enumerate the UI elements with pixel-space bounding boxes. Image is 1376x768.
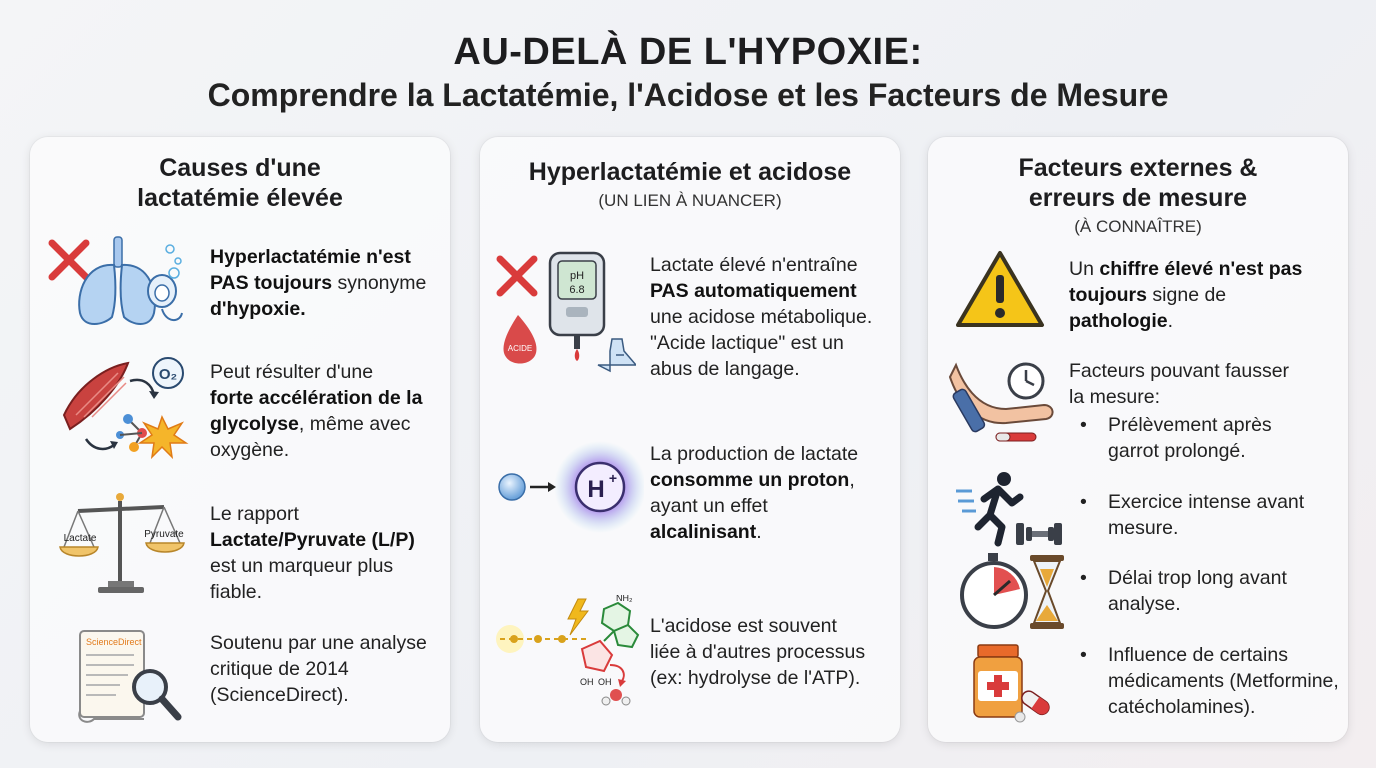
factors-intro: Facteurs pouvant fausser la mesure: bbox=[1069, 360, 1290, 408]
proton-plus-label: + bbox=[608, 470, 618, 486]
factor-bullet-3: • Délai trop long avant analyse. bbox=[1080, 567, 1287, 615]
panel-causes bbox=[30, 137, 450, 742]
proton-icon bbox=[494, 437, 644, 537]
panel-acidose bbox=[480, 137, 900, 742]
meter-value-label: 6.8 bbox=[569, 284, 585, 296]
cause-2-text-block: Peut résulter d'une forte accélération de la glycolyse, même avec oxygène. bbox=[210, 361, 423, 461]
panel-title-line2: erreurs de mesure bbox=[1028, 184, 1248, 212]
oh2-label: OH bbox=[598, 677, 612, 687]
panel-note: (À CONNAÎTRE) bbox=[1074, 217, 1202, 236]
cause-4-text: Soutenu par une analyse critique de 2014 (ScienceDirect). bbox=[210, 632, 427, 706]
balance-scale-icon bbox=[58, 489, 186, 595]
acid-1-text: Lactate élevé n'entraîne PAS automatiquement une acidose métabolique. "Acide lactique" est un abus de langage. bbox=[650, 254, 873, 380]
proton-h-label: H bbox=[587, 476, 605, 503]
panel-facteurs bbox=[928, 137, 1348, 742]
ph-meter-icon bbox=[494, 249, 636, 379]
document-magnifier-icon bbox=[72, 625, 184, 729]
meter-ph-label: pH bbox=[569, 270, 585, 282]
page-subtitle: Comprendre la Lactatémie, l'Acidose et les Facteurs de Mesure bbox=[207, 77, 1169, 113]
cause-3-text: Le rapport Lactate/Pyruvate (L/P) est un marqueur plus fiable. bbox=[210, 503, 415, 603]
tourniquet-arm-icon bbox=[948, 361, 1060, 447]
doc-label: ScienceDirect bbox=[86, 637, 142, 647]
warning-icon bbox=[954, 249, 1046, 331]
atp-molecule-icon bbox=[492, 595, 642, 707]
nh2-label: NH₂ bbox=[616, 595, 633, 603]
panel-title-line2: lactatémie élevée bbox=[137, 184, 343, 212]
acid-3-text: L'acidose est souvent liée à d'autres processus (ex: hydrolyse de l'ATP). bbox=[650, 615, 866, 689]
header bbox=[0, 30, 1376, 116]
factor-bullet-4: • Influence de certains médicaments (Metformine, catécholamines). bbox=[1080, 644, 1339, 718]
factor-bullet-1: • Prélèvement après garrot prolongé. bbox=[1080, 414, 1272, 462]
lungs-mask-icon bbox=[46, 233, 186, 339]
pan-pyruvate-label: Pyruvate bbox=[144, 529, 184, 540]
o2-label: O₂ bbox=[158, 366, 178, 383]
medication-icon bbox=[968, 643, 1058, 723]
panel-title: Hyperlactatémie et acidose bbox=[528, 158, 852, 186]
acid-drop-label: ACIDE bbox=[507, 344, 533, 353]
pan-lactate-label: Lactate bbox=[63, 533, 97, 544]
oh1-label: OH bbox=[580, 677, 594, 687]
panel-note: (UN LIEN À NUANCER) bbox=[598, 191, 782, 210]
cause-1-text: Hyperlactatémie n'est PAS toujours synonyme d'hypoxie. bbox=[210, 246, 427, 320]
runner-dumbbell-icon bbox=[954, 471, 1066, 551]
acid-2-text: La production de lactate consomme un proton, ayant un effet alcalinisant. bbox=[650, 443, 859, 543]
panel-title-line1: Causes d'une bbox=[159, 154, 321, 182]
page-title: AU-DELÀ DE L'HYPOXIE: bbox=[453, 31, 923, 73]
muscle-glycolysis-icon bbox=[58, 355, 190, 461]
factor-bullet-2: • Exercice intense avant mesure. bbox=[1080, 491, 1305, 539]
stopwatch-hourglass-icon bbox=[958, 551, 1068, 631]
panel-title-line1: Facteurs externes & bbox=[1018, 154, 1258, 182]
warning-text: Un chiffre élevé n'est pas toujours signe de pathologie. bbox=[1069, 258, 1303, 332]
